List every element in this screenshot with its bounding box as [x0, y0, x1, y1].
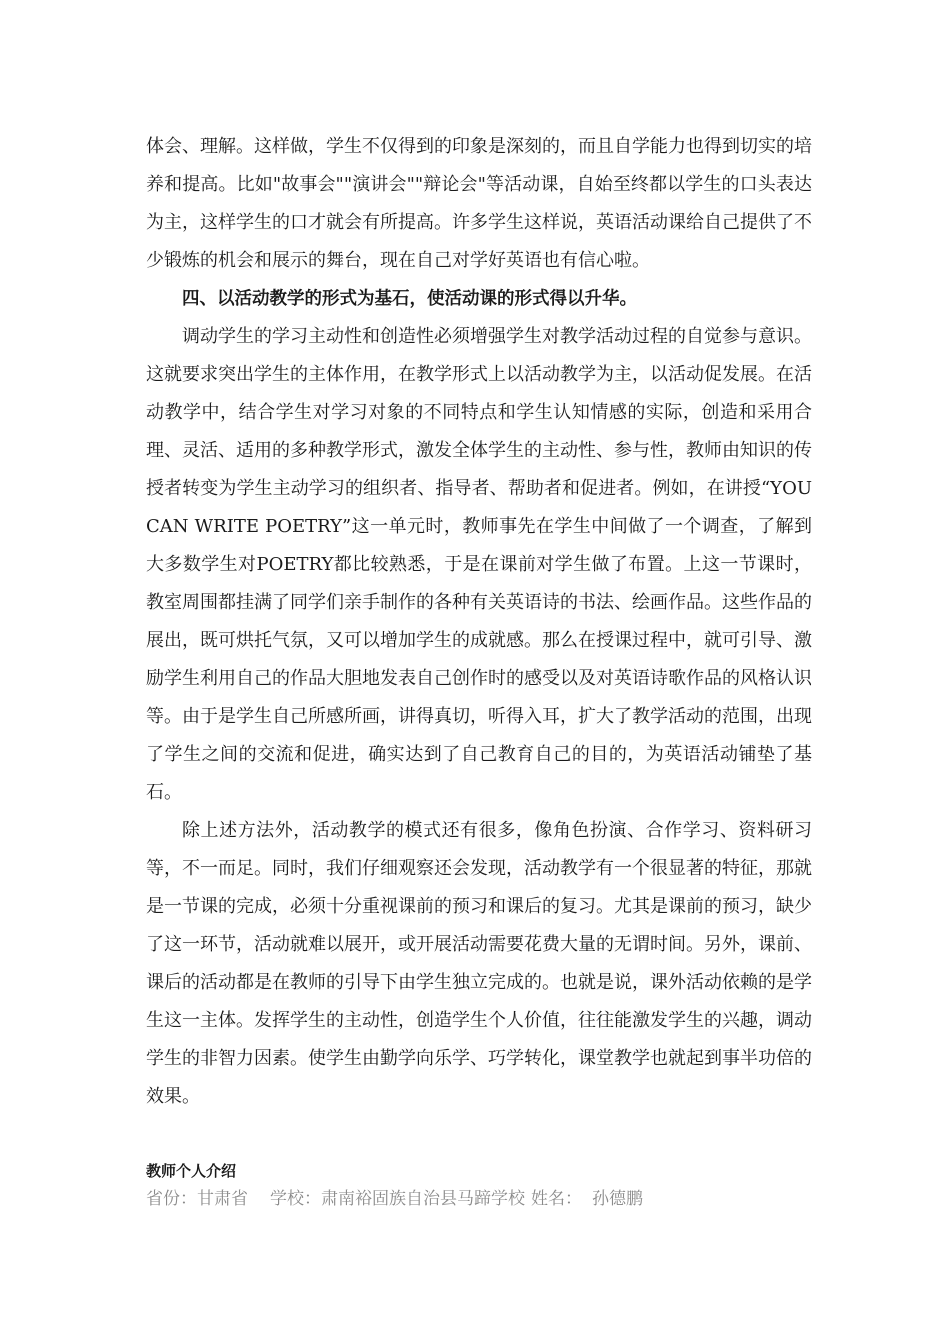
teacher-intro-line	[146, 1184, 643, 1209]
paragraph-activity-teaching: 调动学生的学习主动性和创造性必须增强学生对教学活动过程的自觉参与意识。这就要求突出学生的主体作用，在教学形式上以活动教学为主，以活动促发展。在活动教学中，结合学生对学习对象的不同特点和学生认知情感的实际，创造和采用合理、灵活、适用的多种教学形式，激发全体学生的主动性、参与性，教师由知识的传授者转变为学生主动学习的组织者、指导者、帮助者和促进者。例如，在讲授“YOU CAN WRITE POETRY”这一单元时，教师事先在学生中间做了一个调查，了解到大多数学生对POETRY都比较熟悉，于是在课前对学生做了布置。上这一节课时，教室周围都挂满了同学们亲手制作的各种有关英语诗的书法、绘画作品。这些作品的展出，既可烘托气氛，又可以增加学生的成就感。那么在授课过程中，就可引导、激励学生利用自己的作品大胆地发表自己创作时的感受以及对英语诗歌作品的风格认识等。由于是学生自己所感所画，讲得真切，听得入耳，扩大了教学活动的范围，出现了学生之间的交流和促进，确实达到了自己教育自己的目的，为英语活动铺垫了基石。	[146, 326, 812, 803]
teacher-intro-title: 教师个人介绍	[146, 1162, 237, 1180]
name-label: 姓名：	[531, 1189, 582, 1209]
province-label: 省份：	[146, 1189, 197, 1209]
school-value: 肃南裕固族自治县马蹄学校	[321, 1189, 525, 1209]
article-body	[146, 128, 812, 1116]
section-heading-4: 四、以活动教学的形式为基石，使活动课的形式得以升华。	[182, 289, 637, 309]
name-value: 孙德鹏	[592, 1189, 643, 1209]
province-value: 甘肃省	[197, 1189, 248, 1209]
school-label: 学校：	[270, 1189, 321, 1209]
paragraph-other-methods: 除上述方法外，活动教学的模式还有很多，像角色扮演、合作学习、资料研习等，不一而足。同时，我们仔细观察还会发现，活动教学有一个很显著的特征，那就是一节课的完成，必须十分重视课前的预习和课后的复习。尤其是课前的预习，缺少了这一环节，活动就难以展开，或开展活动需要花费大量的无谓时间。另外，课前、课后的活动都是在教师的引导下由学生独立完成的。也就是说，课外活动依赖的是学生这一主体。发挥学生的主动性，创造学生个人价值，往往能激发学生的兴趣，调动学生的非智力因素。使学生由勤学向乐学、巧学转化，课堂教学也就起到事半功倍的效果。	[146, 820, 812, 1107]
paragraph-continuation: 体会、理解。这样做，学生不仅得到的印象是深刻的，而且自学能力也得到切实的培养和提高。比如"故事会""演讲会""辩论会"等活动课，自始至终都以学生的口头表达为主，这样学生的口才就会有所提高。许多学生这样说，英语活动课给自己提供了不少锻炼的机会和展示的舞台，现在自己对学好英语也有信心啦。	[146, 136, 812, 271]
